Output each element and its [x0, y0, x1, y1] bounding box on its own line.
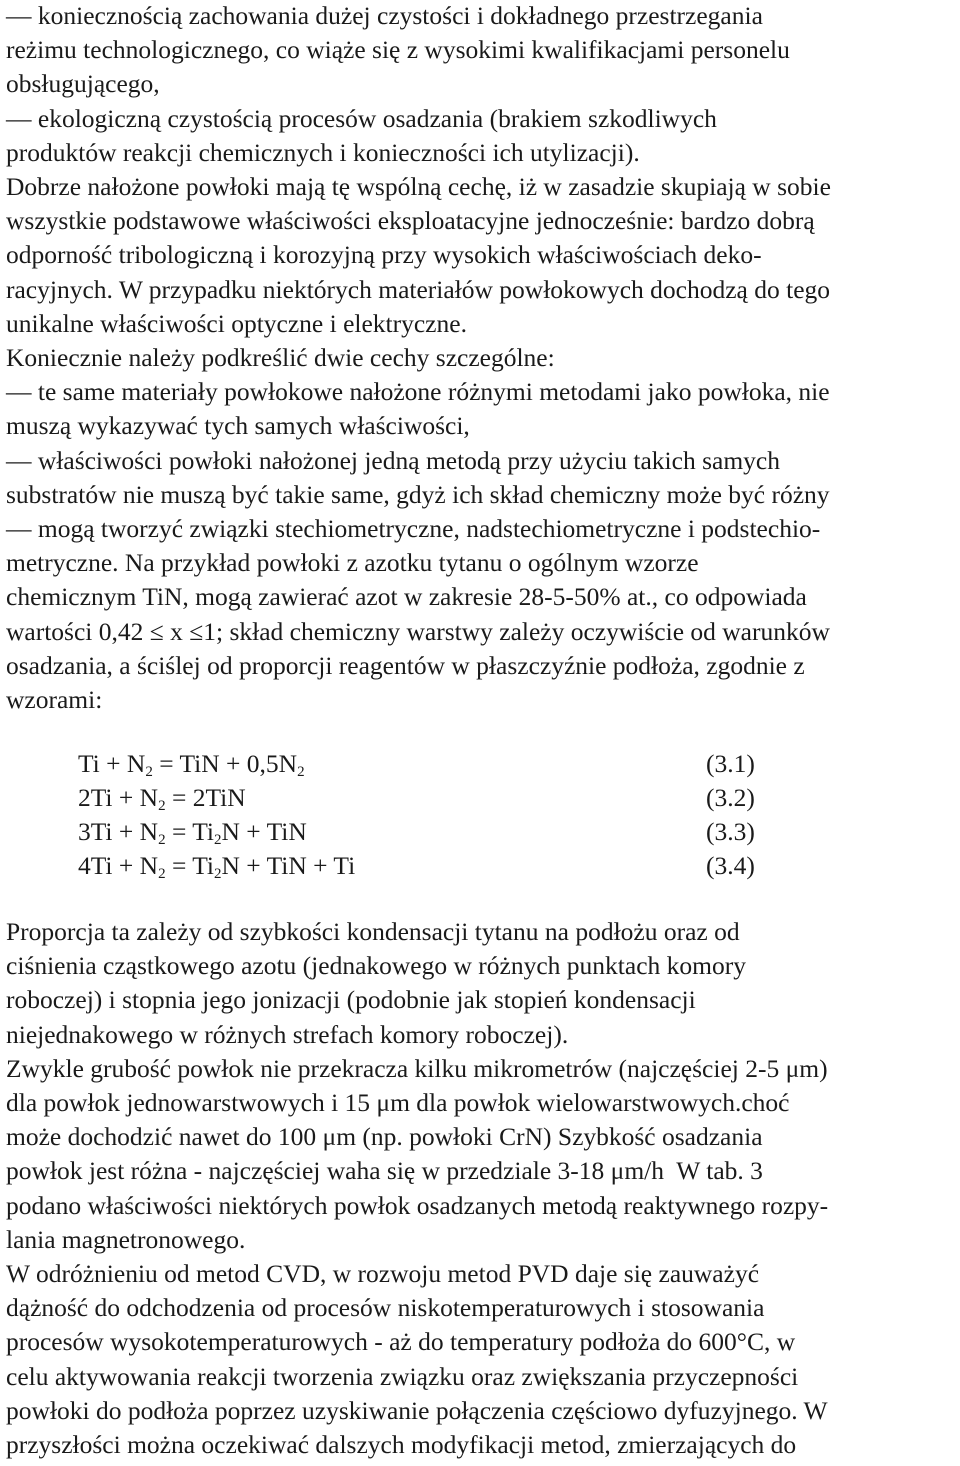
text-line: obsługującego,	[6, 69, 160, 99]
text-line: dla powłok jednowarstwowych i 15 μm dla powłok wielowarstwowych.choć	[6, 1088, 790, 1117]
equation-number: (3.2)	[706, 783, 755, 812]
text-line: substratów nie muszą być takie same, gdyż ich skład chemiczny może być różny	[6, 479, 830, 509]
equation-rhs: = Ti	[165, 817, 214, 846]
text-line: reżimu technologicznego, co wiąże się z wysokimi kwalifikacjami personelu	[6, 35, 790, 65]
text-line: Dobrze nałożone powłoki mają tę wspólną cechę, iż w zasadzie skupiają w sobie	[6, 172, 831, 201]
text-line: chemicznym TiN, mogą zawierać azot w zakresie 28-5-50% at., co odpowiada	[6, 582, 807, 612]
equation	[78, 748, 305, 780]
text-line: celu aktywowania reakcji tworzenia związku oraz zwiększania przyczepności	[6, 1361, 799, 1391]
text-line: Proporcja ta zależy od szybkości kondensacji tytanu na podłożu oraz od	[6, 917, 740, 946]
equation-lhs: 2Ti + N	[78, 783, 159, 812]
equation-number: (3.3)	[706, 817, 755, 846]
equation	[78, 816, 307, 848]
text-line: muszą wykazywać tych samych właściwości,	[6, 411, 470, 441]
text-line: osadzania, a ściślej od proporcji reagentów w płaszczyźnie podłoża, zgodnie z	[6, 650, 805, 680]
equation-lhs: 3Ti + N	[78, 817, 159, 846]
text-line: dążność do odchodzenia od procesów niskotemperaturowych i stosowania	[6, 1293, 765, 1323]
text-line: niejednakowego w różnych strefach komory roboczej).	[6, 1019, 569, 1049]
text-line: unikalne właściwości optyczne i elektryczne.	[6, 308, 467, 338]
text-line: — właściwości powłoki nałożonej jedną metodą przy użyciu takich samych	[6, 445, 780, 475]
text-line: — mogą tworzyć związki stechiometryczne, nadstechiometryczne i podstechio-	[6, 514, 821, 543]
text-line: W odróżnieniu od metod CVD, w rozwoju metod PVD daje się zauważyć	[6, 1259, 760, 1288]
text-line: lania magnetronowego.	[6, 1224, 246, 1254]
text-line: — te same materiały powłokowe nałożone różnymi metodami jako powłoka, nie	[6, 377, 830, 407]
equation-rhs: = Ti	[165, 851, 214, 880]
equation-number: (3.4)	[706, 851, 755, 880]
text-line: produktów reakcji chemicznych i konieczności ich utylizacji).	[6, 137, 640, 167]
text-line: powłoki do podłoża poprzez uzyskiwanie połączenia częściowo dyfuzyjnego. W	[6, 1395, 828, 1425]
equation-lhs: 4Ti + N	[78, 851, 159, 880]
subscript: 2	[297, 764, 305, 780]
equation	[78, 782, 246, 814]
equation-rhs: = TiN + 0,5N	[152, 749, 298, 778]
text-line: wszystkie podstawowe właściwości eksploatacyjne jednocześnie: bardzo dobrą	[6, 206, 815, 236]
text-line: wzorami:	[6, 685, 103, 714]
subscript: 2	[158, 832, 166, 848]
text-line: przyszłości można oczekiwać dalszych modyfikacji metod, zmierzających do	[6, 1430, 797, 1459]
text-line: powłok jest różna - najczęściej waha się w przedziale 3-18 μm/h W tab. 3	[6, 1156, 763, 1186]
text-line: ciśnienia cząstkowego azotu (jednakowego w różnych punktach komory	[6, 951, 746, 981]
equation-tail: N + TiN	[221, 817, 307, 846]
equation	[78, 850, 355, 882]
text-line: wartości 0,42 ≤ x ≤1; skład chemiczny warstwy zależy oczywiście od warunków	[6, 616, 830, 646]
text-line: odporność tribologiczną i korozyjną przy wysokich właściwościach deko-	[6, 240, 762, 270]
text-line: — koniecznością zachowania dużej czystości i dokładnego przestrzegania	[6, 1, 763, 30]
text-line: podano właściwości niektórych powłok osadzanych metodą reaktywnego rozpy-	[6, 1190, 829, 1220]
text-line: metryczne. Na przykład powłoki z azotku tytanu o ogólnym wzorze	[6, 548, 699, 578]
text-line: roboczej) i stopnia jego jonizacji (podobnie jak stopień kondensacji	[6, 985, 696, 1015]
text-line: może dochodzić nawet do 100 μm (np. powłoki CrN) Szybkość osadzania	[6, 1122, 763, 1152]
equation-rhs: = 2TiN	[165, 783, 246, 812]
text-line: procesów wysokotemperaturowych - aż do temperatury podłoża do 600°C, w	[6, 1327, 796, 1357]
subscript: 2	[214, 866, 222, 882]
subscript: 2	[158, 798, 166, 814]
subscript: 2	[214, 832, 222, 848]
subscript: 2	[145, 764, 153, 780]
equation-number: (3.1)	[706, 749, 755, 778]
text-line: racyjnych. W przypadku niektórych materiałów powłokowych dochodzą do tego	[6, 274, 831, 304]
subscript: 2	[158, 866, 166, 882]
text-line: Zwykle grubość powłok nie przekracza kilku mikrometrów (najczęściej 2-5 μm)	[6, 1053, 828, 1083]
text-line: Koniecznie należy podkreślić dwie cechy szczególne:	[6, 343, 555, 372]
equation-tail: N + TiN + Ti	[221, 851, 356, 880]
text-line: — ekologiczną czystością procesów osadzania (brakiem szkodliwych	[6, 103, 717, 133]
equation-lhs: Ti + N	[78, 749, 146, 778]
